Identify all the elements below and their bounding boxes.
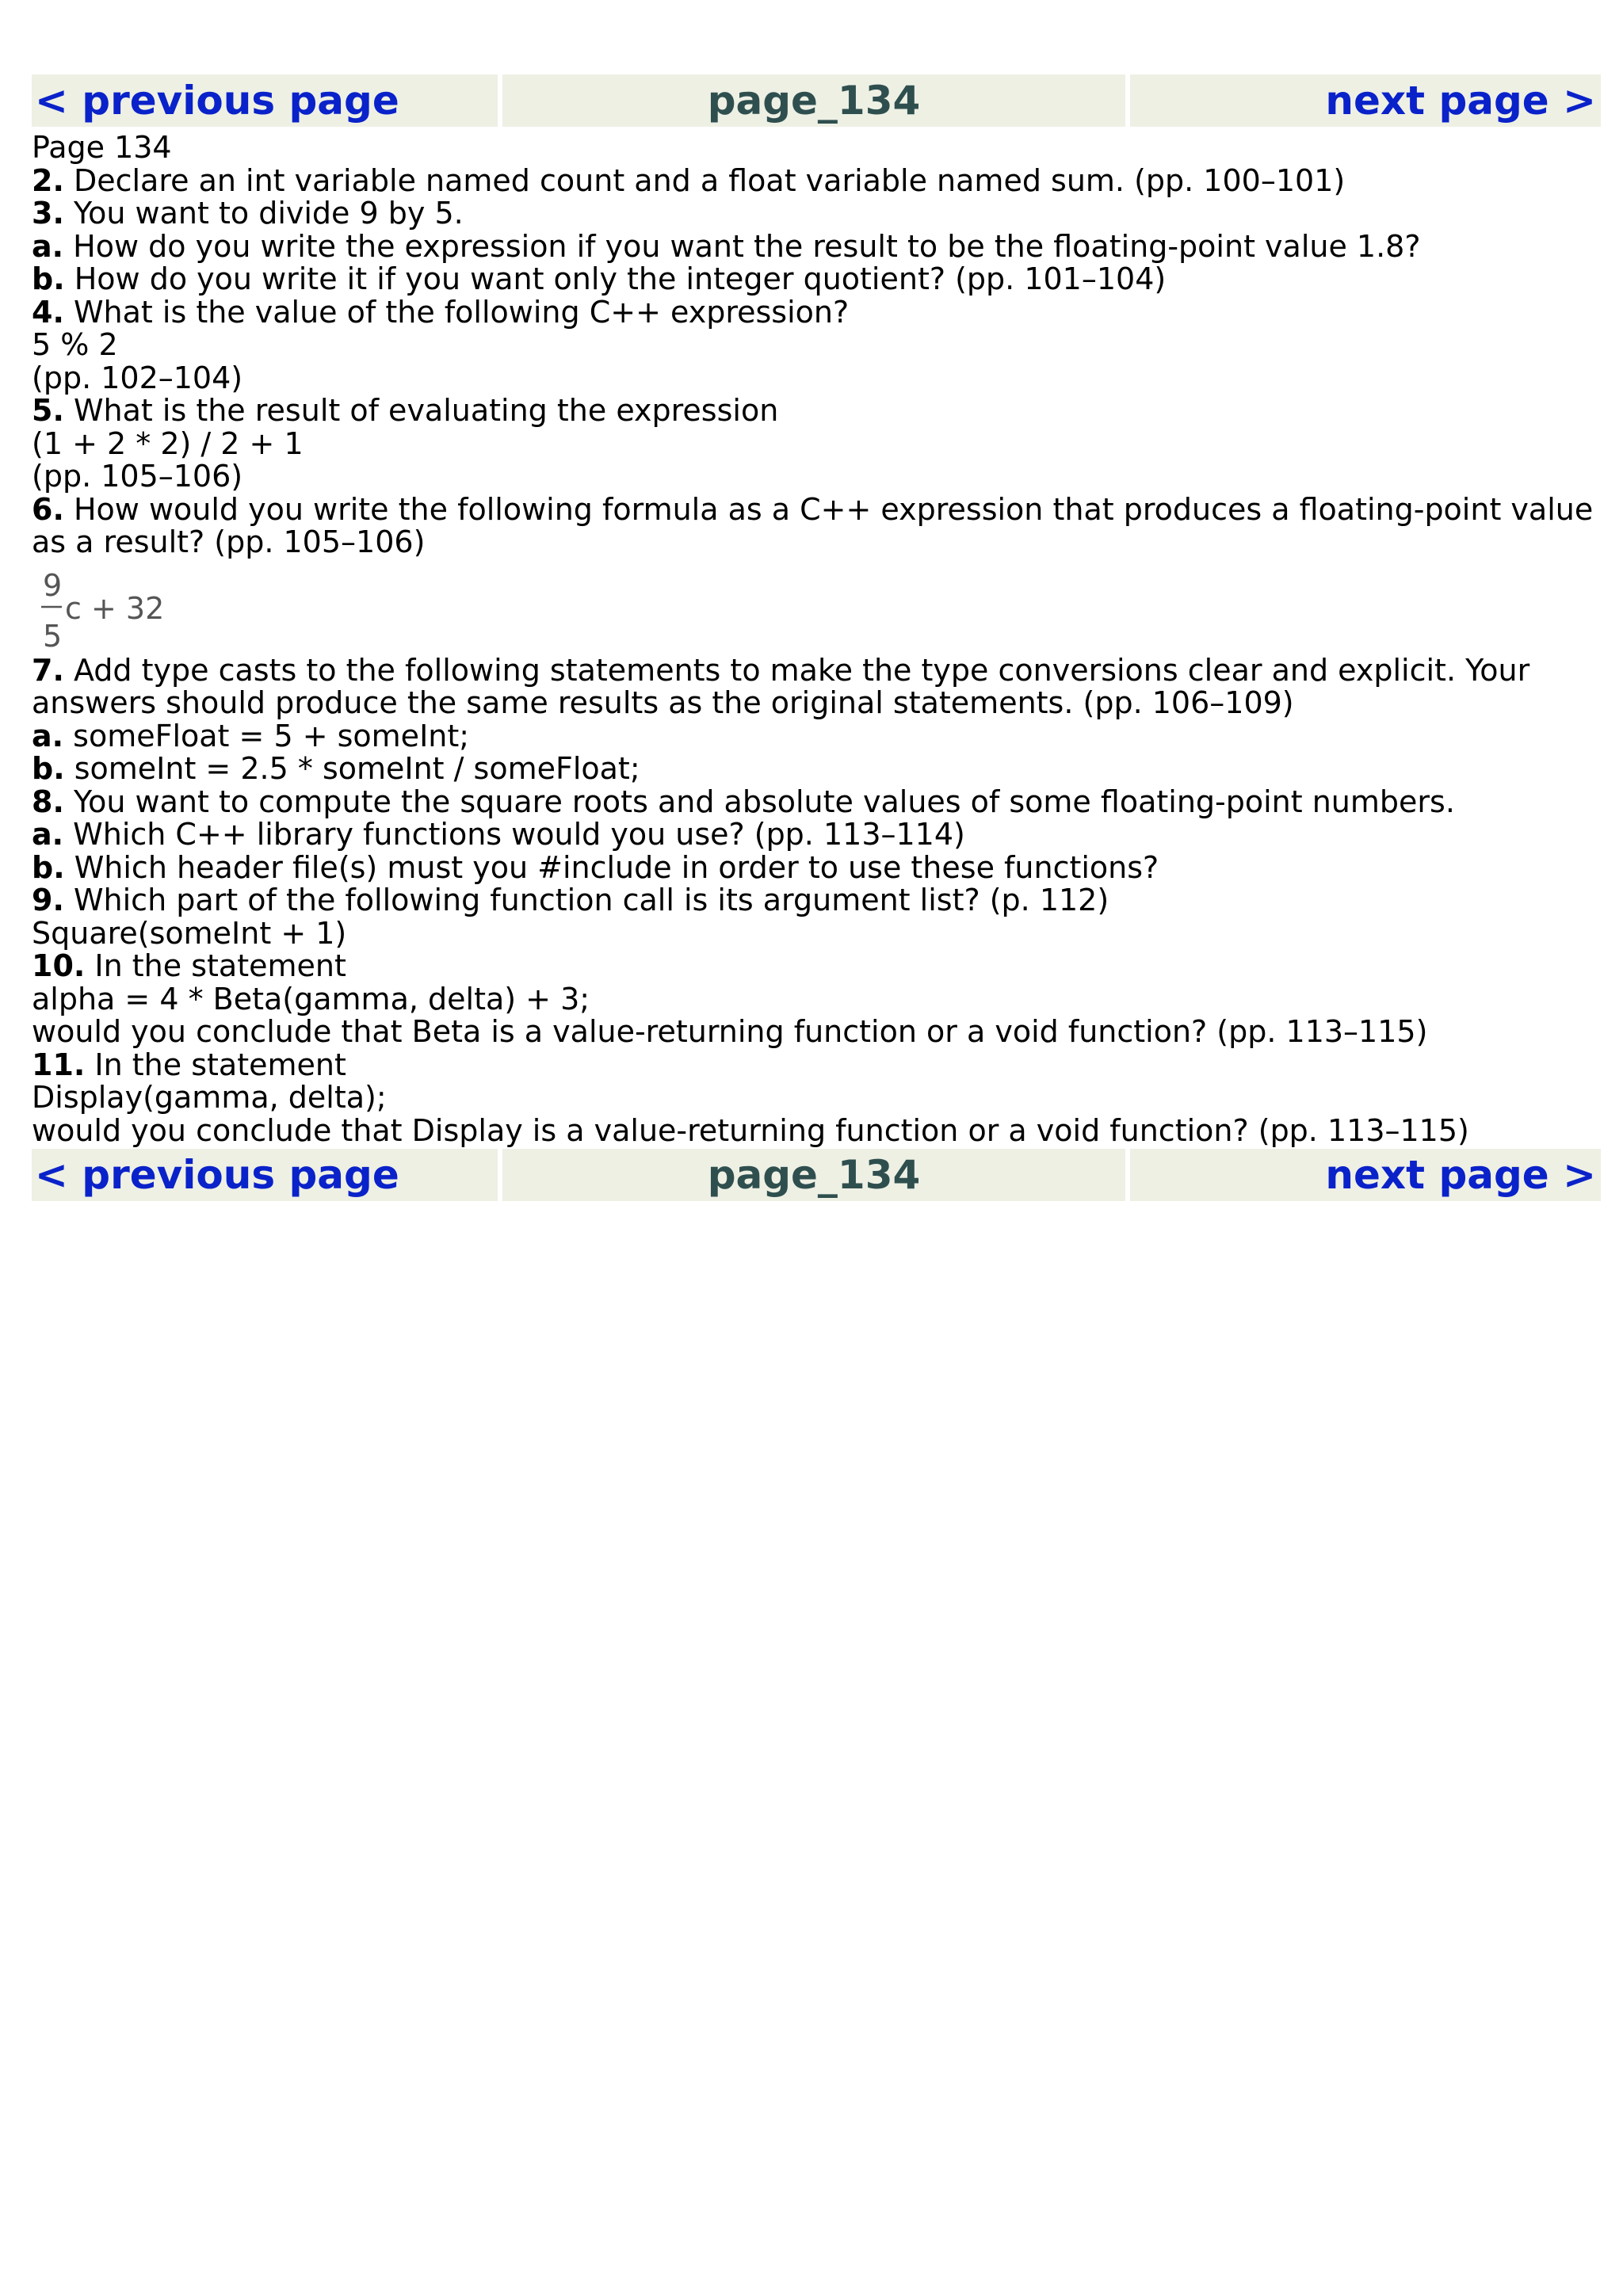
code-expression: 5 % 2 — [32, 327, 118, 362]
question-tail: would you conclude that Beta is a value-returning function or a void function? (pp. 113–115) — [32, 1014, 1428, 1049]
question-6 — [32, 491, 1601, 559]
question-4 — [32, 296, 1601, 330]
question-text: Which part of the following function call is its argument list? (p. 112) — [63, 883, 1109, 917]
question-3b — [32, 263, 1601, 296]
formula-denominator: 5 — [43, 618, 63, 653]
question-5 — [32, 395, 1601, 428]
question-7 — [32, 654, 1601, 720]
question-text: How would you write the following formula as a C++ expression that produces a floating-point value as a result? (pp. 105–106) — [32, 491, 1594, 559]
subquestion-letter: a. — [32, 817, 64, 852]
question-number: 5. — [32, 393, 64, 428]
question-text: You want to compute the square roots and absolute values of some floating-point numbers. — [63, 784, 1455, 819]
question-text: In the statement — [85, 948, 346, 983]
previous-page-link[interactable]: < previous page — [32, 74, 498, 127]
question-number: 3. — [32, 196, 64, 231]
question-number: 4. — [32, 294, 64, 330]
question-3 — [32, 197, 1601, 231]
subquestion-letter: a. — [32, 228, 64, 264]
subquestion-letter: b. — [32, 849, 65, 885]
question-8b — [32, 849, 1601, 885]
subquestion-letter: b. — [32, 751, 65, 786]
question-11 — [32, 1049, 1601, 1082]
code-expression: (1 + 2 * 2) / 2 + 1 — [32, 425, 304, 461]
next-page-link[interactable]: next page > — [1130, 1149, 1601, 1201]
subquestion-text: How do you write the expression if you want the result to be the floating-point value 1.8? — [63, 228, 1421, 264]
question-8a — [32, 818, 1601, 852]
question-3a — [32, 228, 1601, 264]
question-number: 11. — [32, 1047, 86, 1082]
page-container — [32, 74, 1601, 1201]
next-page-link[interactable]: next page > — [1130, 74, 1601, 127]
subquestion-text: How do you write it if you want only the integer quotient? (pp. 101–104) — [64, 261, 1167, 296]
question-text: In the statement — [85, 1047, 346, 1082]
top-navigation-bar — [32, 74, 1601, 127]
previous-page-link[interactable]: < previous page — [32, 1149, 498, 1201]
question-8 — [32, 786, 1601, 819]
subquestion-text: Which header file(s) must you #include in order to use these functions? — [64, 849, 1159, 885]
question-text: What is the result of evaluating the expression — [63, 393, 779, 428]
page-heading: Page 134 — [32, 130, 172, 165]
page-content — [32, 127, 1601, 1149]
question-text: Declare an int variable named count and a float variable named sum. (pp. 100–101) — [63, 162, 1346, 198]
question-10 — [32, 950, 1601, 983]
code-expression: Square(someInt + 1) — [32, 915, 347, 951]
page-indicator: page_134 — [502, 1149, 1125, 1201]
question-number: 2. — [32, 162, 64, 198]
question-9 — [32, 884, 1601, 917]
page-indicator: page_134 — [502, 74, 1125, 127]
subquestion-text: someInt = 2.5 * someInt / someFloat; — [64, 751, 640, 786]
question-text: You want to divide 9 by 5. — [63, 196, 464, 231]
question-7b — [32, 753, 1601, 786]
question-number: 9. — [32, 883, 64, 917]
formula-rest: c + 32 — [65, 590, 165, 626]
question-number: 8. — [32, 784, 64, 819]
subquestion-letter: b. — [32, 261, 65, 296]
question-tail: would you conclude that Display is a value-returning function or a void function? (pp. 113–115) — [32, 1112, 1469, 1148]
code-expression: alpha = 4 * Beta(gamma, delta) + 3; — [32, 981, 590, 1016]
question-text: Add type casts to the following statements to make the type conversions clear and explicit. Your answers should produce the same results as the original statements. (pp. 106–109) — [32, 652, 1530, 720]
subquestion-text: someFloat = 5 + someInt; — [63, 718, 470, 753]
bottom-navigation-bar — [32, 1149, 1601, 1201]
page-reference: (pp. 105–106) — [32, 459, 243, 494]
question-text: What is the value of the following C++ expression? — [63, 294, 850, 330]
subquestion-letter: a. — [32, 718, 64, 753]
page-reference: (pp. 102–104) — [32, 360, 243, 395]
formula-numerator: 9 — [43, 567, 63, 603]
code-expression: Display(gamma, delta); — [32, 1080, 387, 1115]
question-number: 7. — [32, 652, 64, 688]
formula-image — [36, 564, 1601, 654]
question-7a — [32, 720, 1601, 753]
subquestion-text: Which C++ library functions would you use? (pp. 113–114) — [63, 817, 965, 852]
question-2 — [32, 162, 1601, 198]
question-number: 10. — [32, 948, 86, 983]
question-number: 6. — [32, 491, 64, 527]
